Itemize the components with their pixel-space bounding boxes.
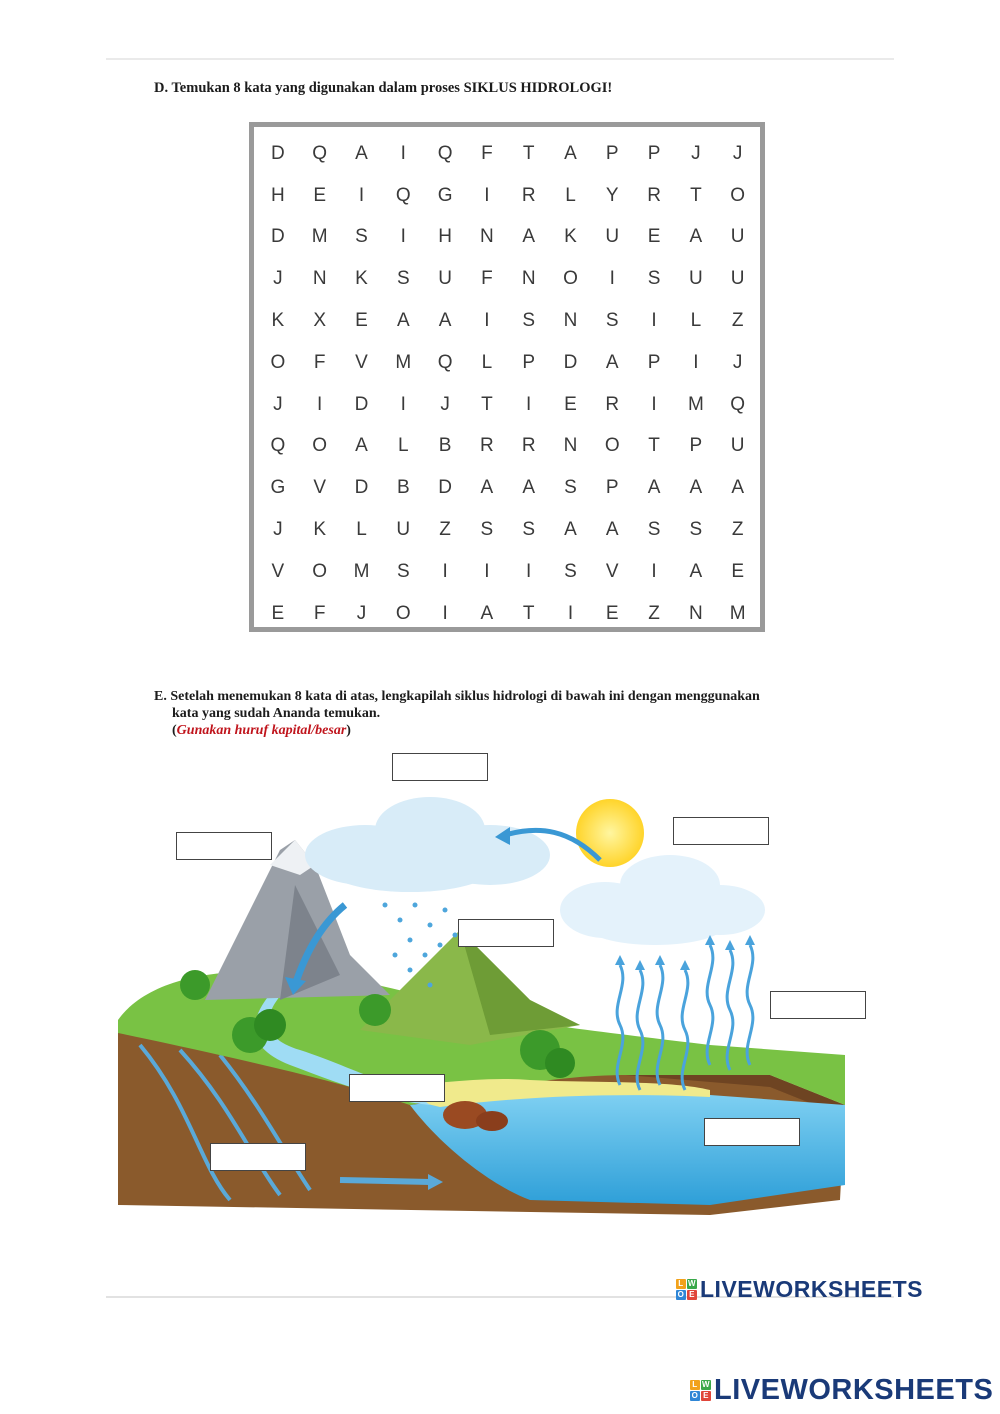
- liveworksheets-mark-icon: L W O E: [691, 1380, 711, 1400]
- grid-letter[interactable]: Z: [731, 310, 744, 332]
- grid-letter[interactable]: V: [605, 560, 619, 582]
- liveworksheets-logo-footer[interactable]: L W O E LIVEWORKSHEETS: [691, 1374, 994, 1406]
- grid-letter[interactable]: T: [522, 142, 535, 164]
- grid-letter[interactable]: H: [438, 226, 452, 248]
- grid-letter[interactable]: A: [605, 519, 619, 541]
- rain-cloud: [305, 797, 550, 892]
- grid-letter[interactable]: O: [730, 184, 746, 206]
- grid-letter[interactable]: A: [355, 435, 368, 457]
- grid-letter[interactable]: Y: [605, 184, 619, 206]
- grid-letter[interactable]: A: [438, 310, 452, 332]
- grid-letter[interactable]: M: [687, 393, 704, 415]
- grid-letter[interactable]: A: [689, 226, 703, 248]
- grid-letter[interactable]: T: [648, 435, 660, 457]
- grid-letter[interactable]: M: [353, 560, 370, 582]
- grid-letter[interactable]: F: [481, 142, 493, 164]
- grid-letter[interactable]: J: [732, 351, 743, 373]
- grid-letter[interactable]: B: [396, 477, 410, 499]
- grid-letter[interactable]: D: [271, 226, 285, 248]
- grid-letter[interactable]: S: [564, 477, 577, 499]
- grid-letter[interactable]: S: [396, 560, 410, 582]
- grid-letter[interactable]: A: [522, 226, 536, 248]
- grid-letter[interactable]: V: [355, 351, 368, 373]
- grid-letter[interactable]: D: [271, 142, 285, 164]
- grid-letter[interactable]: I: [442, 602, 448, 624]
- grid-letter[interactable]: A: [564, 519, 577, 541]
- grid-letter[interactable]: U: [730, 268, 745, 290]
- answer-box-1[interactable]: [392, 753, 488, 781]
- grid-letter[interactable]: I: [484, 560, 490, 582]
- grid-letter[interactable]: K: [271, 310, 285, 332]
- grid-letter[interactable]: O: [270, 351, 286, 373]
- grid-letter[interactable]: D: [438, 477, 452, 499]
- grid-letter[interactable]: D: [354, 393, 369, 415]
- grid-letter[interactable]: S: [647, 268, 661, 290]
- grid-letter[interactable]: F: [313, 602, 326, 624]
- grid-letter[interactable]: I: [609, 268, 615, 290]
- grid-letter[interactable]: N: [563, 310, 578, 332]
- answer-box-2[interactable]: [176, 832, 272, 860]
- grid-letter[interactable]: Q: [270, 435, 286, 457]
- grid-letter[interactable]: P: [522, 351, 536, 373]
- grid-letter[interactable]: T: [522, 602, 535, 624]
- grid-letter[interactable]: O: [312, 560, 328, 582]
- grid-letter[interactable]: D: [354, 477, 369, 499]
- grid-letter[interactable]: I: [651, 310, 657, 332]
- grid-letter[interactable]: N: [689, 602, 703, 624]
- answer-box-4[interactable]: [458, 919, 554, 947]
- grid-letter[interactable]: T: [690, 184, 702, 206]
- grid-letter[interactable]: S: [522, 519, 536, 541]
- grid-letter[interactable]: U: [689, 268, 703, 290]
- grid-letter[interactable]: I: [693, 351, 699, 373]
- grid-letter[interactable]: A: [689, 560, 703, 582]
- grid-letter[interactable]: A: [689, 477, 703, 499]
- grid-letter[interactable]: Q: [395, 184, 411, 206]
- grid-letter[interactable]: Z: [731, 519, 744, 541]
- grid-letter[interactable]: F: [313, 351, 326, 373]
- grid-letter[interactable]: Z: [439, 519, 451, 541]
- grid-letter[interactable]: I: [317, 393, 323, 415]
- grid-letter[interactable]: I: [484, 184, 490, 206]
- grid-letter[interactable]: E: [355, 310, 368, 332]
- grid-letter[interactable]: S: [564, 560, 577, 582]
- section-e-instructions: [154, 688, 874, 739]
- grid-letter[interactable]: O: [395, 602, 411, 624]
- grid-letter[interactable]: S: [480, 519, 494, 541]
- answer-box-5[interactable]: [770, 991, 866, 1019]
- grid-letter[interactable]: L: [356, 519, 367, 541]
- answer-box-3[interactable]: [673, 817, 769, 845]
- grid-letter[interactable]: I: [567, 602, 574, 624]
- grid-letter[interactable]: X: [313, 310, 327, 332]
- grid-letter[interactable]: S: [689, 519, 703, 541]
- capital-letters-note: (Gunakan huruf kapital/besar): [172, 723, 351, 738]
- grid-letter[interactable]: P: [689, 435, 703, 457]
- grid-letter[interactable]: J: [440, 393, 450, 415]
- grid-letter[interactable]: R: [605, 393, 620, 415]
- grid-letter[interactable]: U: [730, 226, 745, 248]
- grid-letter[interactable]: A: [396, 310, 410, 332]
- grid-letter[interactable]: O: [604, 435, 620, 457]
- grid-letter[interactable]: S: [522, 310, 536, 332]
- grid-letter[interactable]: L: [690, 310, 702, 332]
- grid-letter[interactable]: I: [651, 560, 657, 582]
- grid-letter[interactable]: Q: [730, 393, 746, 415]
- section-e-line2: kata yang sudah Ananda temukan.: [172, 706, 381, 721]
- grid-letter[interactable]: R: [647, 184, 661, 206]
- grid-letter[interactable]: J: [273, 268, 283, 290]
- grid-letter[interactable]: Q: [312, 142, 328, 164]
- grid-letter[interactable]: J: [273, 519, 283, 541]
- section-e-line1: E. Setelah menemukan 8 kata di atas, lengkapilah siklus hidrologi di bawah ini dengan menggunakan: [154, 689, 760, 704]
- grid-letter[interactable]: N: [521, 268, 536, 290]
- grid-letter[interactable]: Q: [437, 142, 453, 164]
- grid-letter[interactable]: U: [438, 268, 452, 290]
- grid-letter[interactable]: S: [396, 268, 410, 290]
- grid-letter[interactable]: G: [270, 477, 286, 499]
- grid-letter[interactable]: P: [605, 142, 619, 164]
- grid-letter[interactable]: D: [563, 351, 578, 373]
- grid-letter[interactable]: M: [395, 351, 412, 373]
- grid-letter[interactable]: A: [605, 351, 619, 373]
- grid-letter[interactable]: F: [481, 268, 493, 290]
- grid-letter[interactable]: I: [526, 560, 532, 582]
- grid-letter[interactable]: I: [442, 560, 448, 582]
- grid-letter[interactable]: U: [730, 435, 745, 457]
- grid-letter[interactable]: E: [271, 602, 285, 624]
- liveworksheets-logo-inner: L W O E LIVEWORKSHEETS: [677, 1276, 923, 1302]
- grid-letter[interactable]: I: [484, 310, 490, 332]
- grid-letter[interactable]: K: [313, 519, 327, 541]
- grid-letter[interactable]: P: [647, 351, 661, 373]
- grid-letter[interactable]: E: [731, 560, 744, 582]
- grid-letter[interactable]: A: [731, 477, 744, 499]
- grid-letter[interactable]: P: [647, 142, 661, 164]
- grid-letter[interactable]: B: [438, 435, 452, 457]
- grid-letter[interactable]: I: [400, 393, 406, 415]
- grid-letter[interactable]: I: [358, 184, 365, 206]
- section-d-title: D. Temukan 8 kata yang digunakan dalam proses SIKLUS HIDROLOGI!: [154, 80, 613, 96]
- grid-letter[interactable]: L: [565, 184, 576, 206]
- grid-letter[interactable]: S: [355, 226, 368, 248]
- grid-letter[interactable]: E: [564, 393, 577, 415]
- grid-letter[interactable]: O: [563, 268, 578, 290]
- evaporation-cloud: [560, 855, 765, 945]
- grid-letter[interactable]: E: [313, 184, 327, 206]
- grid-letter[interactable]: U: [396, 519, 411, 541]
- grid-letter[interactable]: G: [437, 184, 453, 206]
- grid-letter[interactable]: A: [480, 602, 494, 624]
- grid-letter[interactable]: R: [521, 435, 536, 457]
- grid-letter[interactable]: Q: [437, 351, 453, 373]
- grid-letter[interactable]: J: [691, 142, 701, 164]
- grid-letter[interactable]: A: [480, 477, 494, 499]
- grid-letter[interactable]: R: [521, 184, 536, 206]
- grid-letter[interactable]: V: [313, 477, 327, 499]
- grid-letter[interactable]: T: [481, 393, 493, 415]
- grid-letter[interactable]: N: [563, 435, 578, 457]
- grid-letter[interactable]: V: [271, 560, 285, 582]
- grid-letter[interactable]: E: [647, 226, 661, 248]
- grid-letter[interactable]: S: [605, 310, 619, 332]
- grid-letter[interactable]: U: [605, 226, 620, 248]
- word-search-grid[interactable]: [257, 133, 759, 635]
- grid-letter[interactable]: I: [651, 393, 657, 415]
- grid-letter[interactable]: I: [526, 393, 532, 415]
- grid-letter[interactable]: Z: [648, 602, 660, 624]
- grid-letter[interactable]: A: [647, 477, 661, 499]
- grid-letter[interactable]: E: [605, 602, 619, 624]
- grid-letter[interactable]: J: [273, 393, 283, 415]
- grid-letter[interactable]: N: [480, 226, 494, 248]
- answer-box-6[interactable]: [349, 1074, 445, 1102]
- grid-letter[interactable]: I: [400, 226, 406, 248]
- answer-box-7[interactable]: [704, 1118, 800, 1146]
- grid-letter[interactable]: P: [605, 477, 619, 499]
- grid-letter[interactable]: L: [481, 351, 493, 373]
- grid-letter[interactable]: A: [564, 142, 577, 164]
- grid-letter[interactable]: A: [522, 477, 536, 499]
- grid-letter[interactable]: L: [398, 435, 409, 457]
- grid-letter[interactable]: J: [732, 142, 743, 164]
- grid-letter[interactable]: M: [729, 602, 746, 624]
- grid-letter[interactable]: S: [647, 519, 661, 541]
- liveworksheets-mark-icon: L W O E: [677, 1279, 697, 1299]
- grid-letter[interactable]: O: [312, 435, 328, 457]
- grid-letter[interactable]: R: [480, 435, 494, 457]
- grid-letter[interactable]: A: [355, 142, 368, 164]
- grid-letter[interactable]: K: [564, 226, 577, 248]
- grid-letter[interactable]: K: [355, 268, 368, 290]
- grid-letter[interactable]: J: [356, 602, 367, 624]
- sun: [576, 799, 644, 867]
- grid-letter[interactable]: H: [271, 184, 285, 206]
- answer-box-8[interactable]: [210, 1143, 306, 1171]
- grid-letter[interactable]: N: [312, 268, 327, 290]
- grid-letter[interactable]: M: [311, 226, 328, 248]
- grid-letter[interactable]: I: [400, 142, 406, 164]
